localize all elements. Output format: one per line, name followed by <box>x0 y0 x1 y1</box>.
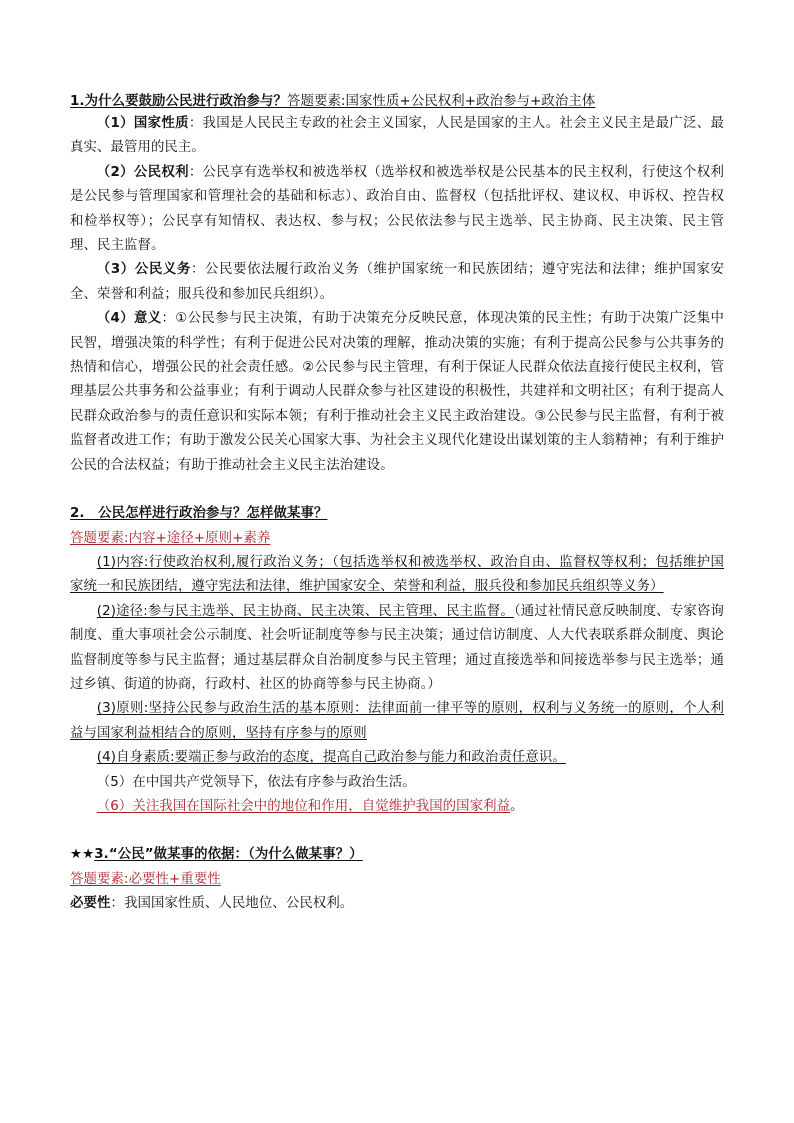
q1-point-2 <box>70 161 724 259</box>
q1-point-1-label: （1）国家性质 <box>96 116 189 131</box>
section-gap <box>70 819 724 843</box>
q2-item-2-rest: （通过社情民意反映制度、专家咨询制度、重大事项社会公示制度、社会听证制度等参与民主决策；通过信访制度、人大代表联系群众制度、舆论监督制度等参与民主监督；通过基层群众自治制度参与民主管理；通过直接选举和间接选举参与民主选举；通过乡镇、街道的协商，行政村、社区的协商等参与民主协商。） <box>70 603 724 692</box>
q1-answer-elements: 答题要素:国家性质+公民权利+政治参与+政治主体 <box>286 94 596 109</box>
q1-point-3-label: （3）公民义务 <box>96 262 192 278</box>
q3-answer-elements: 答题要素:必要性+重要性 <box>70 871 221 887</box>
q1-point-3-text: ：公民要依法履行政治义务（维护国家统一和民族团结；遵守宪法和法律；维护国家安全、荣誉和利益；服兵役和参加民兵组织）。 <box>70 262 724 302</box>
q3-necessity-text: ：我国国家性质、人民地位、公民权利。 <box>110 896 354 912</box>
section-gap <box>70 478 724 502</box>
q2-item-5 <box>70 771 724 795</box>
q3-necessity <box>70 892 724 916</box>
q2-item-6 <box>70 795 724 819</box>
q1-point-1 <box>70 112 724 161</box>
q1-point-3 <box>70 258 724 307</box>
star-icon: ★★ <box>70 847 95 863</box>
q1-point-2-label: （2）公民权利 <box>96 164 189 180</box>
q2-item-3-text: (3)原则:坚持公民参与政治生活的基本原则：法律面前一律平等的原则，权利与义务统一的原则，个人利益与国家利益相结合的原则，坚持有序参与的原则 <box>70 701 724 741</box>
q2-item-1-text: (1)内容:行使政治权利,履行政治义务；（包括选举权和被选举权、政治自由、监督权等权利；包括维护国家统一和民族团结，遵守宪法和法律，维护国家安全、荣誉和利益，服兵役和参加民兵组织等义务） <box>70 554 724 595</box>
q1-point-4-label: （4）意义 <box>96 311 162 327</box>
q2-item-2-head: (2)途径:参与民主选举、民主协商、民主决策、民主管理、民主监督。 <box>96 603 514 619</box>
q3-answer-elements-line <box>70 868 724 892</box>
q2-item-3 <box>70 697 724 746</box>
q1-point-2-text: ：公民享有选举权和被选举权（选举权和被选举权是公民基本的民主权利，行使这个权利是公民参与管理国家和管理社会的基础和标志）、政治自由、监督权（包括批评权、建议权、申诉权、控告权和检举权等）；公民享有知情权、表达权、参与权；公民依法参与民主选举、民主协商、民主决策、民主管理、民主监督。 <box>70 164 724 254</box>
q2-item-5-text: （5）在中国共产党领导下，依法有序参与政治生活。 <box>96 774 416 790</box>
q2-item-6-end: 。 <box>510 798 524 814</box>
q2-title: 2. 公民怎样进行政治参与？怎样做某事？ <box>70 506 328 522</box>
q2-item-4-text: (4)自身素质:要端正参与政治的态度，提高自己政治参与能力和政治责任意识。 <box>96 750 566 766</box>
q2-answer-elements: 答题要素:内容+途径+原则+素养 <box>70 530 271 546</box>
q3-heading <box>70 843 724 867</box>
q1-point-4 <box>70 307 724 478</box>
q2-heading <box>70 502 724 526</box>
q2-item-4 <box>70 746 724 770</box>
q2-item-6-text: （6）关注我国在国际社会中的地位和作用，自觉维护我国的国家利益 <box>96 798 511 814</box>
q1-point-1-text: ：我国是人民民主专政的社会主义国家，人民是国家的主人。社会主义民主是最广泛、最真实、最管用的民主。 <box>70 116 724 156</box>
q1-point-4-text: ：①公民参与民主决策，有助于决策充分反映民意，体现决策的民主性；有助于决策广泛集中民智，增强决策的科学性；有利于促进公民对决策的理解，推动决策的实施；有利于提高公民参与公共事务的热情和信心，增强公民的社会责任感。②公民参与民主管理，有利于保证人民群众依法直接行使民主权利，管理基层公共事务和公益事业；有利于调动人民群众参与社区建设的积极性，共建祥和文明社区；有利于提高人民群众政治参与的责任意识和实际本领；有利于推动社会主义民主政治建设。③公民参与民主监督，有利于被监督者改进工作；有助于激发公民关心国家大事、为社会主义现代化建设出谋划策的主人翁精神；有利于维护公民的合法权益；有助于推动社会主义民主法治建设。 <box>70 311 724 473</box>
q2-item-1 <box>70 551 724 600</box>
q1-heading <box>70 92 724 112</box>
q3-necessity-label: 必要性 <box>70 896 111 912</box>
q1-title: 1.为什么要鼓励公民进行政治参与？ <box>70 94 287 109</box>
q3-title: 3.“公民”做某事的依据：（为什么做某事？） <box>94 847 363 863</box>
q2-item-2 <box>70 600 724 698</box>
q2-answer-elements-line <box>70 527 724 551</box>
